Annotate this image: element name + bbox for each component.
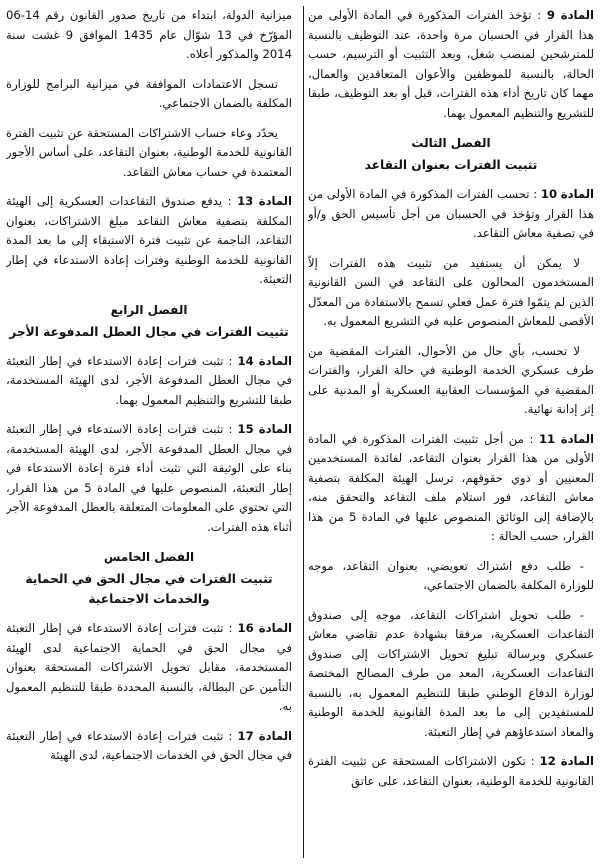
article-14: المادة 14 : تثبت فترات إعادة الاستدعاء في إطار التعبئة في مجال العطل المدفوعة الأجر، لدى الهيئة المستخدمة، طبقا للتشريع والتنظيم المعمول بهما. xyxy=(6,353,292,407)
article-11-bullet-1: - طلب دفع اشتراك تعويضي، بعنوان التقاعد، موجه للوزارة المكلفة بالضمان الاجتماعي، xyxy=(308,558,594,592)
column-divider xyxy=(303,6,304,858)
left-column xyxy=(6,6,292,862)
article-10-paragraph-2: لا يمكن أن يستفيد من تثبيت هذه الفترات إلاّ المستخدمون المحالون على التقاعد في السن القانونية الذين لم يتمّوا فترة عمل فعلي تسمح بالاستفادة من المعدّل الأقصى للمعاش المنصوص عليه في التشريع المعمول به. xyxy=(308,255,594,328)
article-10-paragraph-3: لا تحسب، بأي حال من الأحوال، الفترات المقضية من طرف عسكري الخدمة الوطنية في حالة الفرار، والفترات المقضية في المؤسسات العقابية العسكرية أو المدنية على إثر إدانة نهائية. xyxy=(308,343,594,416)
chapter-4-subtitle: تثبيت الفترات في مجال العطل المدفوعة الأجر xyxy=(9,324,289,339)
chapter-5-title: الفصل الخامس xyxy=(103,550,195,564)
article-11-bullet-2: - طلب تحويل اشتراكات التقاعد، موجه إلى صندوق التقاعدات العسكرية، مرفقا بشهادة عدم تقاضي معاش عسكري وبرسالة تبليغ تحويل الاشتراكات إلى صندوق التقاعدات العسكرية، المعد من طرف المصالح المختصة لوزارة الدفاع الوطني طبقا للتنظيم المعمول به، بالنسبة للمستفيدين إلى ما بعد المدة القانونية للخدمة الوطنية والمعاد استدعاؤهم في إطار التعبئة. xyxy=(308,607,594,739)
article-10: المادة 10 : تحسب الفترات المذكورة في المادة الأولى من هذا القرار وتؤخذ في الحسبان من أجل تأسيس الحق و/أو في تصفية معاش التقاعد. xyxy=(308,187,594,240)
article-11: المادة 11 : من أجل تثبيت الفترات المذكورة في المادة الأولى من هذا القرار بعنوان التقاعد، لفائدة المستخدمين المعنيين أو ذوي حقوقهم، ترسل الهيئة المكلفة بتصفية معاش التقاعد، فور استلام ملف التقاعد والتحقق منه، بالإضافة إلى الوثائق المنصوص عليها في المادة 5 من هذا القرار، حسب الحالة : xyxy=(308,431,594,543)
article-17: المادة 17 : تثبت فترات إعادة الاستدعاء في إطار التعبئة في مجال الحق في الخدمات الاجتماعية، لدى الهيئة xyxy=(6,728,292,762)
chapter-3-title: الفصل الثالث xyxy=(411,136,491,150)
paragraph-budget: ميزانية الدولة، ابتداء من تاريخ صدور القانون رقم 14-06 المؤرّخ في 13 شوّال عام 1435 الموافق 9 غشت سنة 2014 والمذكور أعلاه. xyxy=(6,8,292,61)
chapter-3-subtitle: تثبيت الفترات بعنوان التقاعد xyxy=(364,158,538,172)
right-column xyxy=(308,6,594,862)
article-9: المادة 9 : تؤخذ الفترات المذكورة في المادة الأولى من هذا القرار في الحسبان مرة واحدة، عند التوظيف بالنسبة للمترشحين لمنصب شغل، وبعد التثبيت أو الترسيم، حسب الحالة، بالنسبة للموظفين والأعوان المتعاقدين والعمال، مهما كان تاريخ أداء هذه الفترات، قبل أو بعد التوظيف، طبقا للتشريع والتنظيم المعمول بهما. xyxy=(308,8,594,120)
article-16: المادة 16 : تثبت فترات إعادة الاستدعاء في إطار التعبئة في مجال الحق في الحماية الاجتماعية لدى الهيئة المستخدمة، مقابل تحويل الاشتراكات المستحقة بعنوان التأمين عن البطالة، بالنسبة المحددة طبقا للتنظيم المعمول به. xyxy=(6,621,292,713)
paragraph-credits: تسجل الاعتمادات الموافقة في ميزانية البرامج للوزارة المكلفة بالضمان الاجتماعي. xyxy=(6,76,292,110)
paragraph-basis: يحدّد وعاء حساب الاشتراكات المستحقة عن تثبيت الفترة القانونية للخدمة الوطنية، بعنوان التقاعد، على أساس الأجور المعتمدة في حساب معاش التقاعد. xyxy=(6,125,292,179)
article-12: المادة 12 : تكون الاشتراكات المستحقة عن تثبيت الفترة القانونية للخدمة الوطنية، بعنوان التقاعد، على عاتق xyxy=(308,754,594,788)
article-13: المادة 13 : يدفع صندوق التقاعدات العسكرية إلى الهيئة المكلفة بتصفية معاش التقاعد مبلغ الاشتراكات، بعنوان التقاعد، الناجمة عن تثبيت فترة الاستبقاء إلى ما بعد المدة القانونية للخدمة الوطنية وفترات إعادة الاستدعاء في إطار التعبئة. xyxy=(6,194,292,286)
chapter-5-subtitle: تثبيت الفترات في مجال الحق في الحماية والخدمات الاجتماعية xyxy=(25,572,273,606)
chapter-4-title: الفصل الرابع xyxy=(110,302,188,317)
article-15: المادة 15 : تثبت فترات إعادة الاستدعاء في إطار التعبئة في مجال العطل المدفوعة الأجر، لدى الهيئة المستخدمة، بناء على الوثيقة التي تثبت أداء فترة إعادة الاستدعاء في إطار التعبئة، المنصوص عليها في المادة 5 من هذا القرار، التي تحتوي على المعلومات المتعلقة بالعطل المدفوعة الأجر أثناء هذه الفترات. xyxy=(6,422,292,534)
